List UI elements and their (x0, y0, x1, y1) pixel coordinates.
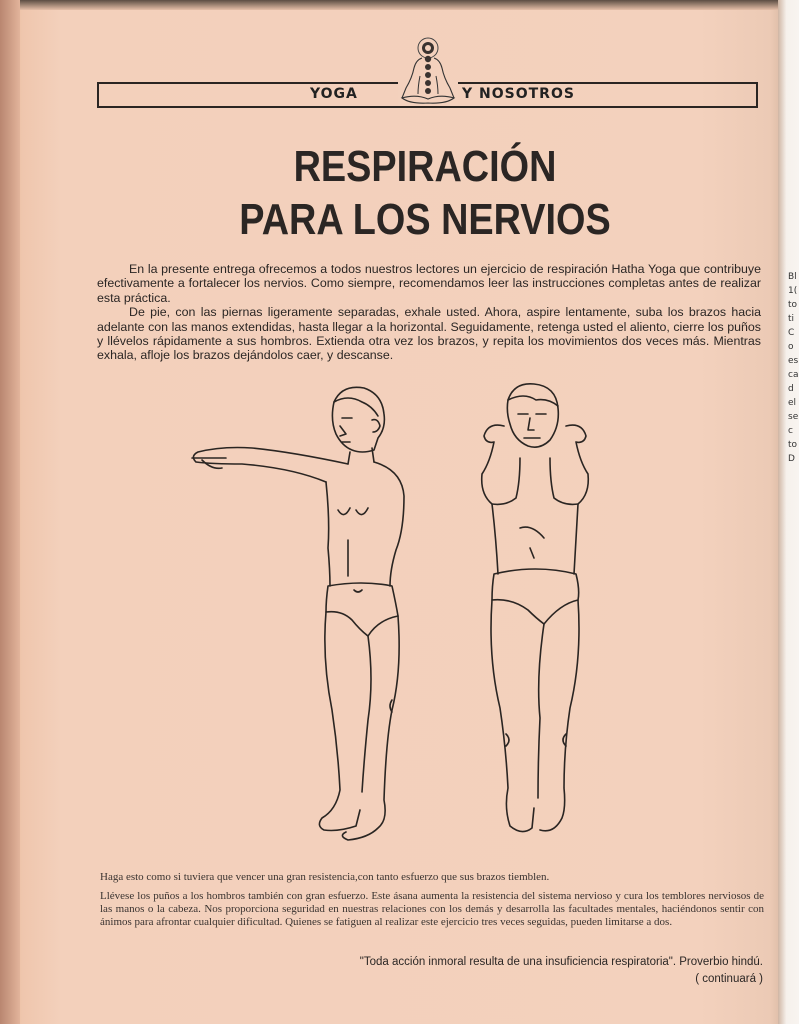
lower-text-line1 (100, 871, 764, 884)
intro-paragraph: En la presente entrega ofrecemos a todos nuestros lectores un ejercicio de respiración Hatha Yoga que contribuye efectivamente a fortalecer los nervios. Como siempre, recomendamos leer las instrucciones completas antes de realizar esta práctica. (97, 262, 761, 305)
fragment: d (788, 384, 794, 394)
figure-fists-at-shoulders (470, 378, 610, 838)
article-title-line1: RESPIRACIÓN (293, 142, 557, 191)
fragment: to (788, 300, 798, 310)
lower-paragraph: Haga esto como si tuviera que vencer una gran resistencia,con tanto esfuerzo que sus brazos tiemblen. (100, 871, 550, 883)
fragment: Bl (788, 272, 797, 282)
fragment: 1( (788, 286, 798, 296)
header-y-nosotros: Y NOSOTROS (462, 86, 575, 102)
header-yoga: YOGA (310, 86, 358, 102)
fragment: c (788, 426, 793, 436)
meditating-yogi-icon (396, 36, 460, 106)
figure-arms-extended (182, 380, 412, 850)
intro-text (97, 262, 761, 363)
lower-text-block (100, 890, 764, 929)
fragment: ca (788, 370, 799, 380)
article-title-line2: PARA LOS NERVIOS (239, 195, 611, 244)
fragment: se (788, 412, 799, 422)
fragment: to (788, 440, 798, 450)
lower-paragraph: Llévese los puños a los hombros también con gran esfuerzo. Este ásana aumenta la resistencia del sistema nervioso y cura los temblores nerviosos de las manos o la cabeza. Nos proporciona seguridad en nuestras relaciones con los demás y desarrolla las facultades mentales, haciéndonos sentir con ánimos para afrontar cualquier dificultad. Quienes se fatiguen al realizar este ejercicio tres veces seguidas, pueden limitarse a dos. (100, 890, 764, 928)
page-binding-edge (0, 0, 20, 1024)
fragment: D (788, 454, 795, 464)
top-shadow (0, 0, 799, 10)
fragment: ti (788, 314, 795, 324)
fragment: el (788, 398, 797, 408)
fragment: o (788, 342, 794, 352)
continued-note: ( continuará ) (695, 973, 763, 985)
next-page-strip (778, 0, 799, 1024)
hindu-proverb-quote: "Toda acción inmoral resulta de una insuficiencia respiratoria". Proverbio hindú. (359, 956, 763, 968)
intro-paragraph: De pie, con las piernas ligeramente separadas, exhale usted. Ahora, aspire lentamente, suba los brazos hacia adelante con las manos extendidas, hasta llegar a la horizontal. Seguidamente, retenga usted el aliento, cierre los puños y llévelos rápidamente a sus hombros. Extienda otra vez los brazos, y repita los movimientos dos veces más. Mientras exhala, afloje los brazos dejándolos caer, y descanse. (97, 305, 761, 363)
fragment: es (788, 356, 799, 366)
fragment: C (788, 328, 795, 338)
